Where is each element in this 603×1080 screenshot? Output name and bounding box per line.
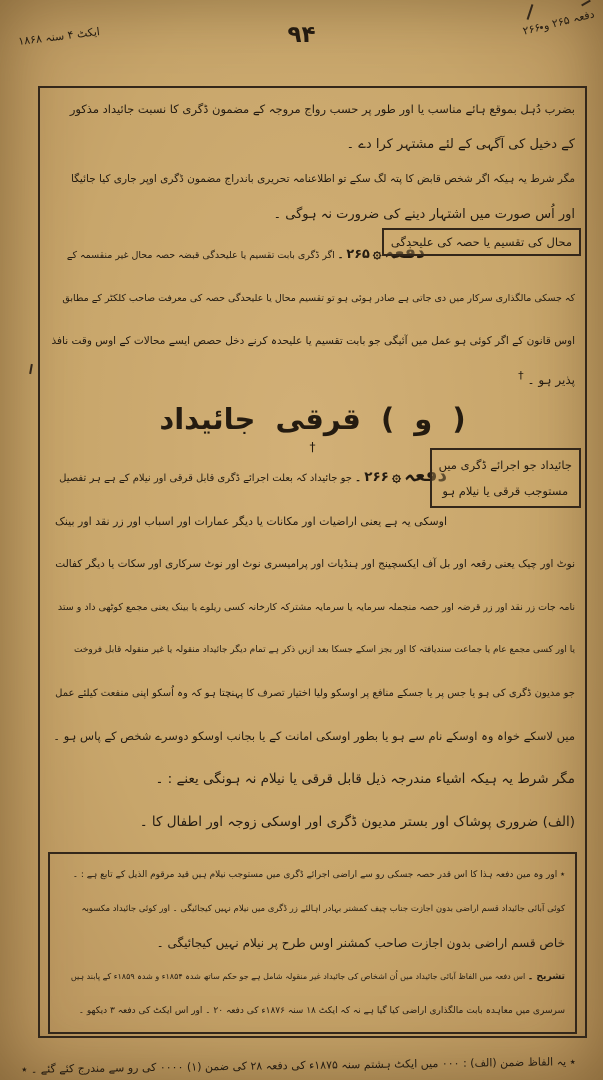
intro-line-3: مگر شرط یہ ہیکہ اگر شخص قابض کا پتہ لگ سکے تو اطلاعنامہ تحریری باندراج مضمون ڈگری اوپر جاری کیا جائیگا — [70, 173, 575, 185]
explanation-label: تشریح ۔ — [527, 971, 565, 982]
scan-corner-mark — [581, 0, 591, 6]
section-265-tail — [50, 363, 575, 393]
section-265-number: ۲۶۵ — [346, 247, 370, 262]
section-ornament-icon: ۞ — [392, 467, 401, 485]
section-266-number: ۲۶۶ — [364, 469, 389, 485]
margin-note-265: محال کی تقسیم یا حصہ کی علیحدگی — [382, 228, 581, 256]
intro-line-2: کے دخیل کی آگہی کے لئے مشتہر کرا دے ۔ — [346, 137, 575, 152]
margin-note-266-line-1: جائیداد جو اجرائے ڈگری میں — [438, 458, 572, 472]
scan-corner-mark — [527, 4, 534, 20]
page-number: ۹۴ — [287, 22, 316, 48]
footnote-line-4-text: اس دفعہ میں الفاظ آبائی جائیداد میں اُن اشخاص کی جائیداد غیر منقولہ شامل ہے جو حکم ساتھ شدہ ۱۸۵۴ء و شدہ ۱۸۵۹ء کے پابند ہیں — [70, 972, 526, 981]
scan-edge-mark — [29, 364, 33, 374]
section-ornament-icon: ۞ — [372, 246, 382, 262]
bottom-footnote — [20, 1055, 577, 1076]
section-265-tail-text: پذیر ہو ۔ — [527, 373, 575, 387]
section-265-line-2: کہ جسکی مالگذاری سرکار میں دی جاتی ہے صادر ہوئی ہو تو تقسیم محال یا علیحدگی حصہ کی معرفت صاحب کلکٹر کے مطابق — [62, 293, 575, 304]
footnote-box — [48, 852, 577, 1034]
section-266-opening-line — [50, 454, 447, 500]
section-266-line-8: مگر شرط یہ ہیکہ اشیاء مندرجہ ذیل قابل قرقی یا نیلام نہ ہونگی یعنے : ۔ — [155, 771, 575, 787]
footnote-line-2: کوئی آبائی جائیداد قسم اراضی بدون اجازت جناب چیف کمشنر بہادر اہالئے زر ڈگری میں نیلام نہیں کیجائیگی ۔ اور کوئی جائیداد مکسوبہ — [81, 904, 565, 914]
margin-note-266-line-2: مستوجب قرقی یا نیلام ہو — [442, 484, 569, 498]
section-266-label: دفعہ — [404, 465, 447, 486]
section-265-line-3: اوس قانون کے اگر کوئی ہو عمل میں آئیگی جو بابت تقسیم یا علیحدہ کرنے دخل حصص ایسے محالات کے اوس وقت نافذ — [51, 335, 575, 347]
asterisk-icon: ٭ — [21, 1062, 28, 1076]
footnote-line-3: خاص قسم اراضی بدون اجازت صاحب کمشنر اوس طرح پر نیلام نہیں کیجائیگی ۔ — [156, 936, 565, 950]
section-265-line-1: اگر ڈگری بابت تقسیم یا علیحدگی قبضہ حصہ محال غیر منقسمہ کے — [66, 250, 335, 261]
separator: ۔ — [337, 250, 344, 261]
section-265-label: دفعہ — [384, 243, 425, 263]
margin-note-266 — [430, 448, 581, 508]
section-266-line-4: نامہ جات زر نقد اور زر قرضہ اور حصہ منجملہ سرمایہ یا سرمایہ مشترکہ کارخانہ کسی ریلوے یا بینک یعنی مجمع کوٹھی داد و ستد — [57, 602, 575, 613]
separator: ۔ — [355, 473, 362, 484]
section-266-line-1: جو جائیداد کہ بعلت اجرائے ڈگری قابل قرقی اور نیلام کے ہے ہر تفصیل — [59, 473, 352, 484]
section-266-line-6: جو مدیون ڈگری کی ہو یا جس پر یا جسکے منافع پر اوسکو ولیا اختیار تصرف کا پہنچتا ہو کہ وہ اُسکو اپنی منفعت کیلئے عمل — [55, 688, 575, 699]
section-265-opening-line — [50, 232, 425, 277]
dagger-icon: † — [518, 369, 524, 382]
section-266-line-7: میں لاسکے خواہ وہ اوسکے نام سے ہو یا بطور اوسکی امانت کے یا بجانب اوسکو دوسرے شخص کے پاس ہو ۔ — [53, 729, 575, 743]
header-act-ref: ایکٹ ۴ سنہ ۱۸۶۸ — [17, 25, 101, 48]
dagger-icon: † — [309, 440, 316, 454]
intro-line-1: بضرب دُہل بموقع ہائے مناسب یا اور طور پر حسب رواج مروجہ کے مضمون ڈگری کا نسبت جائیداد مذکور — [69, 102, 575, 116]
asterisk-icon: ٭ — [569, 1055, 576, 1069]
footnote-line-5: سرسری میں معاہدہ بابت مالگذاری اراضی کیا گیا ہے نہ کہ ایکٹ ۱۸ سنہ ۱۸۷۶ء کی دفعہ ۲۰ ۔ اور اس ایکٹ کی دفعہ ۳ دیکھو ۔ — [78, 1006, 565, 1016]
footnote-line-1-text: اور وہ مین دفعہ ہذا کا اس قدر حصہ جسکی رو سے اراضی اجرائے ڈگری میں مستوجب نیلام ہیں قید مرقوم الذیل کے تابع ہے : ۔ — [72, 870, 558, 880]
bottom-footnote-text: یہ الفاظ ضمن (الف) : ۰۰۰ میں ایکٹ ہشتم سنہ ۱۸۷۵ء کی دفعہ ۲۸ کی ضمن (۱) ۰۰۰۰ کی رو سے مندرج کئے گئے ۔ — [30, 1055, 567, 1076]
chapter-heading: ( و ) قرقی جائیداد — [159, 402, 466, 436]
footnote-line-4 — [60, 960, 565, 994]
intro-line-4: اور اُس صورت میں اشتہار دینے کی ضرورت نہ ہوگی ۔ — [273, 207, 575, 222]
header-section-ref: دفعہ ۲۶۵ و ۲۶۶ — [521, 7, 596, 38]
section-266-line-5: یا اور کسی مجمع عام یا جماعت سندیافتہ کا اور بجز اسکے جسکا بعد ازیں ذکر ہے تمام دیگر جائیداد منقولہ یا غیر منقولہ قابل فروخت — [74, 645, 575, 655]
asterisk-icon: ٭ — [560, 870, 565, 880]
footnote-line-1 — [60, 858, 565, 892]
section-266-line-3: نوٹ اور چیک یعنی رقعہ اور بل آف ایکسچینج اور ہنڈیات اور پرامیسری نوٹ اور نوٹ سرکاری اور سکات یا دیگر کفالت — [55, 558, 575, 570]
section-266-line-2: اوسکی یہ ہے یعنی اراضیات اور مکانات یا دیگر عمارات اور اسباب اور زر نقد اور بینک — [54, 515, 447, 528]
text-frame — [38, 86, 587, 1038]
clause-alif-line: (الف) ضروری پوشاک اور بستر مدیون ڈگری اور اوسکی زوجہ اور اطفال کا ۔ — [139, 814, 575, 830]
